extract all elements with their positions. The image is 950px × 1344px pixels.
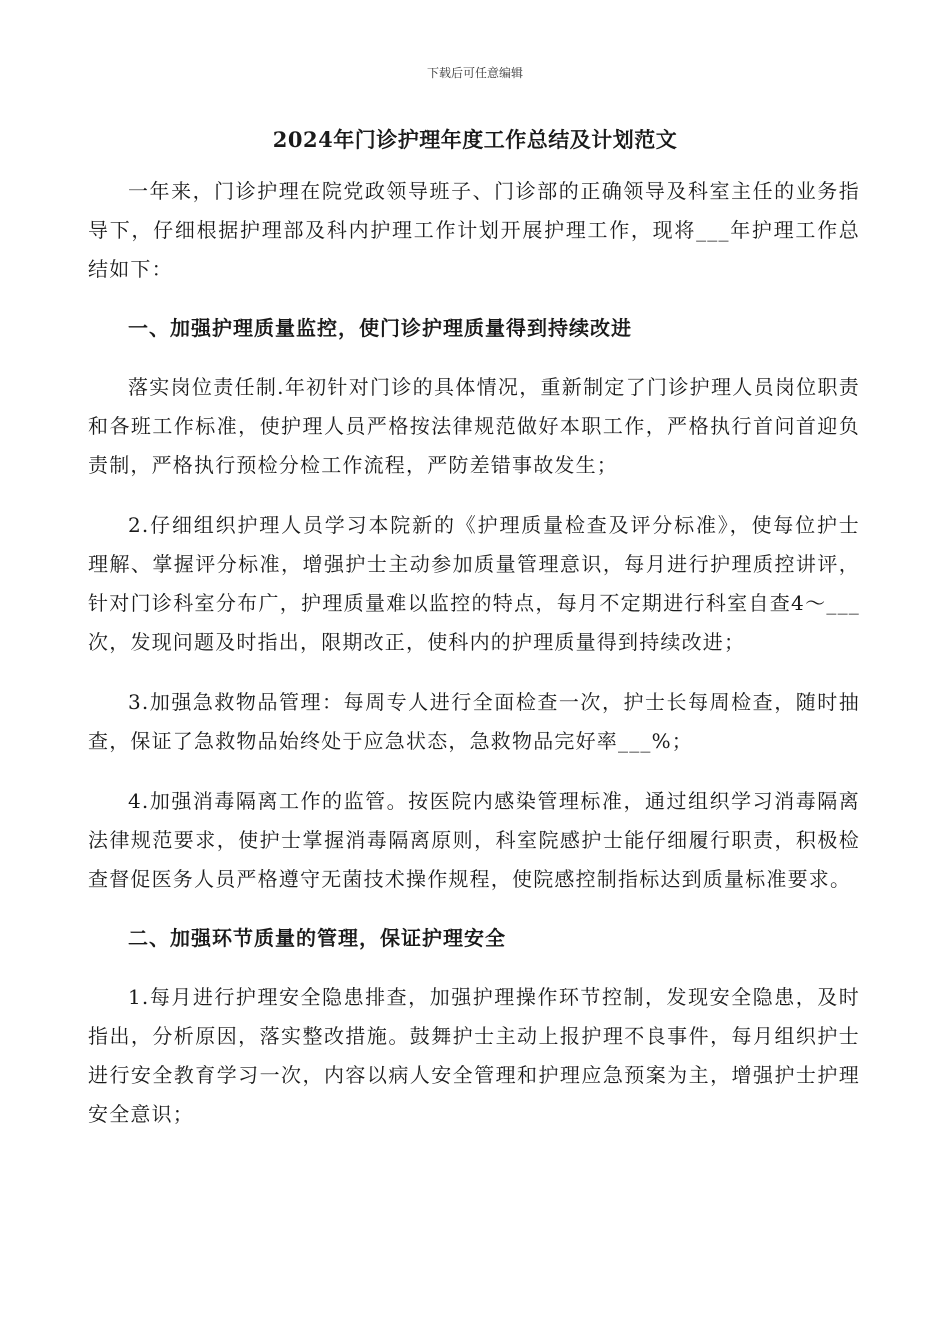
header-note: 下载后可任意编辑	[426, 66, 523, 80]
section-1-item-1: 落实岗位责任制.年初针对门诊的具体情况，重新制定了门诊护理人员岗位职责和各班工作标准，使护理人员严格按法律规范做好本职工作，严格执行首问首迎负责制，严格执行预检分检工作流程，严防差错事故发生；	[88, 375, 860, 477]
section-2-heading: 二、加强环节质量的管理，保证护理安全	[128, 926, 506, 950]
section-1-heading: 一、加强护理质量监控，使门诊护理质量得到持续改进	[128, 316, 632, 340]
section-2-item-1: 1.每月进行护理安全隐患排查，加强护理操作环节控制，发现安全隐患，及时指出，分析原因，落实整改措施。鼓舞护士主动上报护理不良事件，每月组织护士进行安全教育学习一次，内容以病人安全管理和护理应急预案为主，增强护士护理安全意识；	[88, 985, 860, 1126]
intro-paragraph: 一年来，门诊护理在院党政领导班子、门诊部的正确领导及科室主任的业务指导下，仔细根据护理部及科内护理工作计划开展护理工作，现将___年护理工作总结如下：	[88, 179, 860, 281]
section-1-item-3: 3.加强急救物品管理：每周专人进行全面检查一次，护士长每周检查，随时抽查，保证了急救物品始终处于应急状态，急救物品完好率___%；	[88, 690, 860, 753]
document-title: 2024年门诊护理年度工作总结及计划范文	[272, 127, 678, 152]
document-body	[88, 172, 860, 1134]
section-1-item-4: 4.加强消毒隔离工作的监管。按医院内感染管理标准，通过组织学习消毒隔离法律规范要求，使护士掌握消毒隔离原则，科室院感护士能仔细履行职责，积极检查督促医务人员严格遵守无菌技术操作规程，使院感控制指标达到质量标准要求。	[88, 789, 860, 891]
section-1-item-2: 2.仔细组织护理人员学习本院新的《护理质量检查及评分标准》，使每位护士理解、掌握评分标准，增强护士主动参加质量管理意识，每月进行护理质控讲评，针对门诊科室分布广，护理质量难以监控的特点，每月不定期进行科室自查4～___次，发现问题及时指出，限期改正，使科内的护理质量得到持续改进；	[88, 513, 860, 654]
